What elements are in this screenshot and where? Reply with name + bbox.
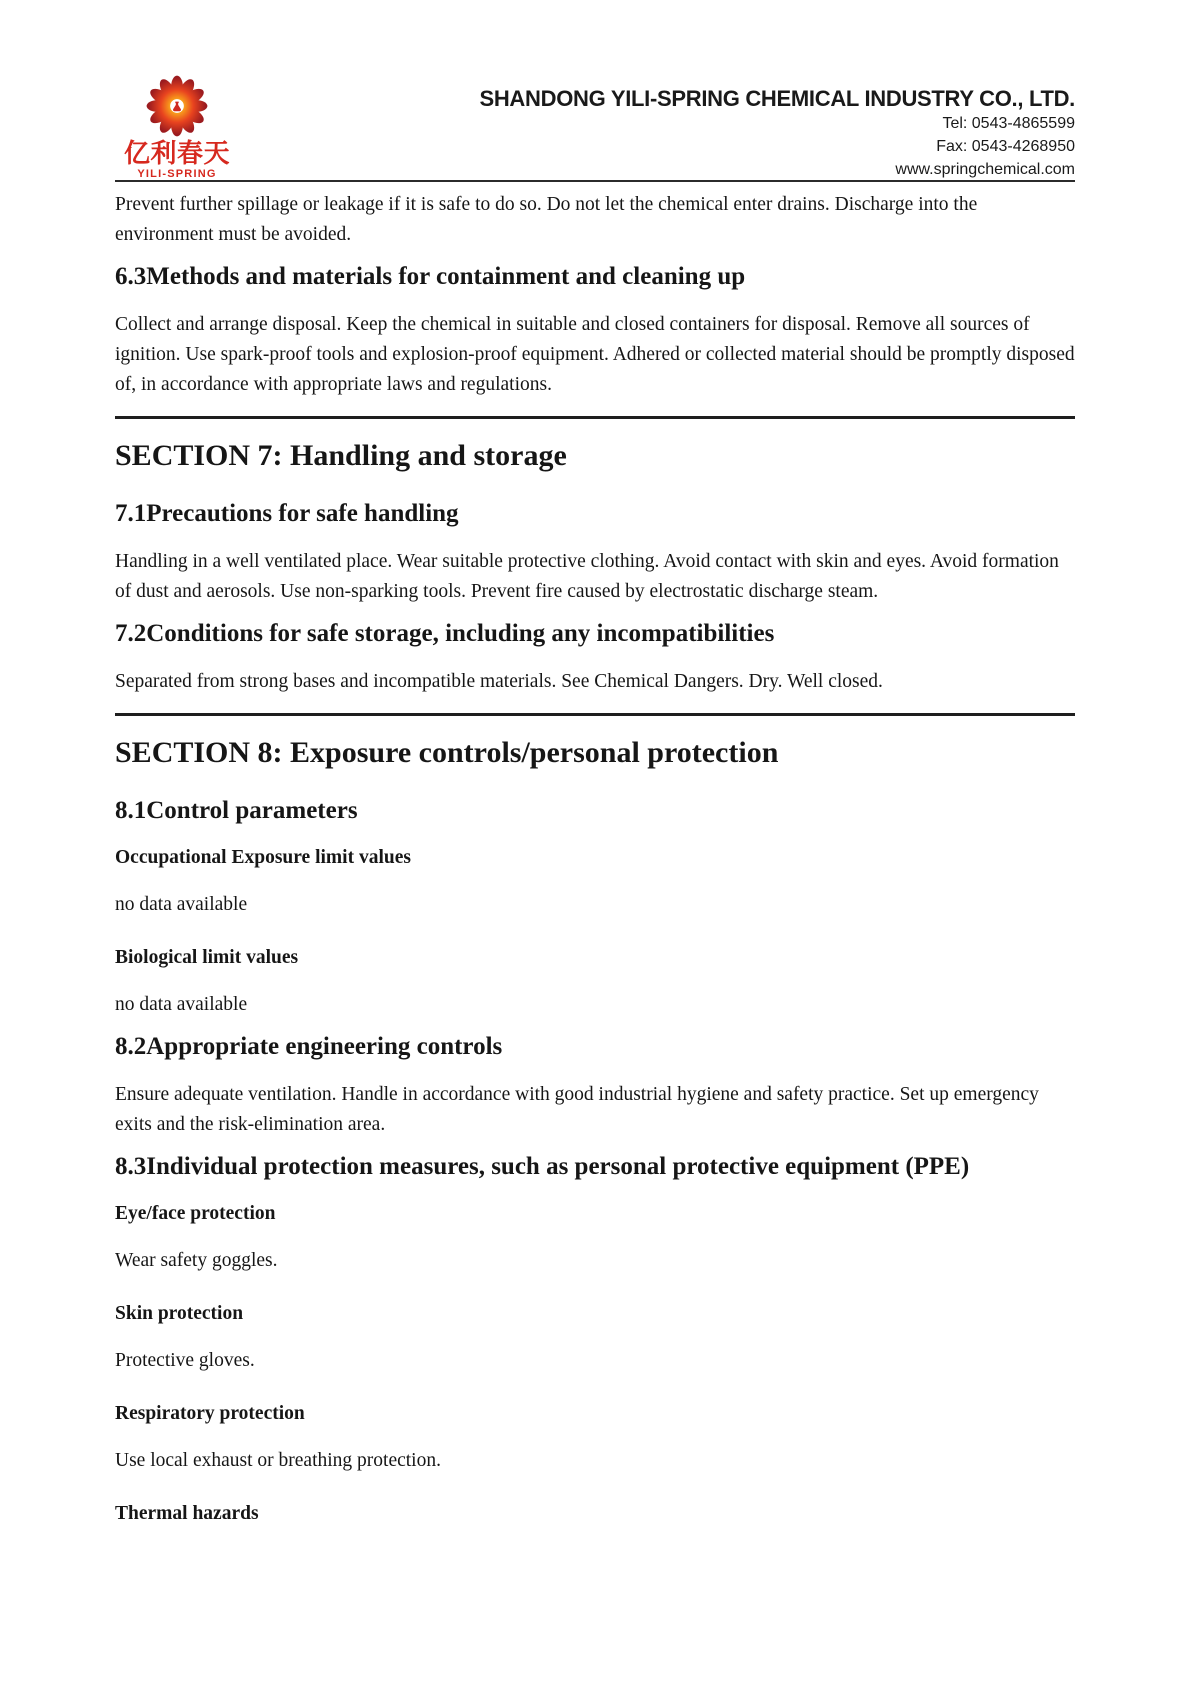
paragraph-skin: Protective gloves.: [115, 1350, 255, 1371]
company-fax: Fax: 0543-4268950: [936, 138, 1075, 155]
section-7-title: SECTION 7: Handling and storage: [115, 439, 567, 472]
logo-flower-icon: [145, 74, 209, 138]
heading-8-3: 8.3Individual protection measures, such as personal protective equipment (PPE): [115, 1153, 970, 1180]
paragraph-6-3: Collect and arrange disposal. Keep the chemical in suitable and closed containers for disposal. Remove all sources of ignition. Use spark-proof tools and explosion-proof equipment. Adhered or collected material should be promptly disposed of, in accordance with appropriate laws and regulations.: [115, 314, 1075, 395]
section-divider: [115, 416, 1075, 419]
company-tel: Tel: 0543-4865599: [942, 115, 1075, 132]
section-divider: [115, 713, 1075, 716]
paragraph-8-2: Ensure adequate ventilation. Handle in accordance with good industrial hygiene and safety practice. Set up emergency exits and the risk-elimination area.: [115, 1084, 1039, 1135]
company-logo: [123, 74, 231, 180]
heading-8-2: 8.2Appropriate engineering controls: [115, 1033, 503, 1060]
subheading-thermal: Thermal hazards: [115, 1503, 259, 1524]
logo-latin-text: YILI-SPRING: [137, 168, 217, 180]
paragraph-7-2: Separated from strong bases and incompatible materials. See Chemical Dangers. Dry. Well closed.: [115, 671, 883, 692]
subheading-occupational-exposure: Occupational Exposure limit values: [115, 847, 411, 868]
paragraph-respiratory: Use local exhaust or breathing protection.: [115, 1450, 441, 1471]
section-8-title: SECTION 8: Exposure controls/personal protection: [115, 736, 779, 769]
document-body: [115, 190, 1075, 1526]
subheading-skin: Skin protection: [115, 1303, 244, 1324]
logo-chinese-text: 亿利春天: [123, 138, 230, 168]
header: [115, 0, 1075, 182]
spillage-paragraph: Prevent further spillage or leakage if it is safe to do so. Do not let the chemical enter drains. Discharge into the environment must be avoided.: [115, 194, 978, 245]
heading-6-3: 6.3Methods and materials for containment and cleaning up: [115, 263, 746, 290]
company-name: SHANDONG YILI-SPRING CHEMICAL INDUSTRY CO., LTD.: [479, 86, 1075, 111]
heading-7-2: 7.2Conditions for safe storage, including any incompatibilities: [115, 620, 775, 647]
no-data-biological: no data available: [115, 994, 248, 1015]
subheading-biological-limit: Biological limit values: [115, 947, 299, 968]
company-website: www.springchemical.com: [895, 161, 1075, 178]
heading-7-1: 7.1Precautions for safe handling: [115, 500, 459, 527]
paragraph-7-1: Handling in a well ventilated place. Wear suitable protective clothing. Avoid contact with skin and eyes. Avoid formation of dust and aerosols. Use non-sparking tools. Prevent fire caused by electrostatic discharge steam.: [115, 551, 1059, 602]
company-contact-block: [479, 86, 1075, 181]
no-data-occupational: no data available: [115, 894, 248, 915]
subheading-respiratory: Respiratory protection: [115, 1403, 305, 1424]
subheading-eye-face: Eye/face protection: [115, 1203, 276, 1224]
heading-8-1: 8.1Control parameters: [115, 797, 358, 824]
paragraph-eye-face: Wear safety goggles.: [115, 1250, 278, 1271]
